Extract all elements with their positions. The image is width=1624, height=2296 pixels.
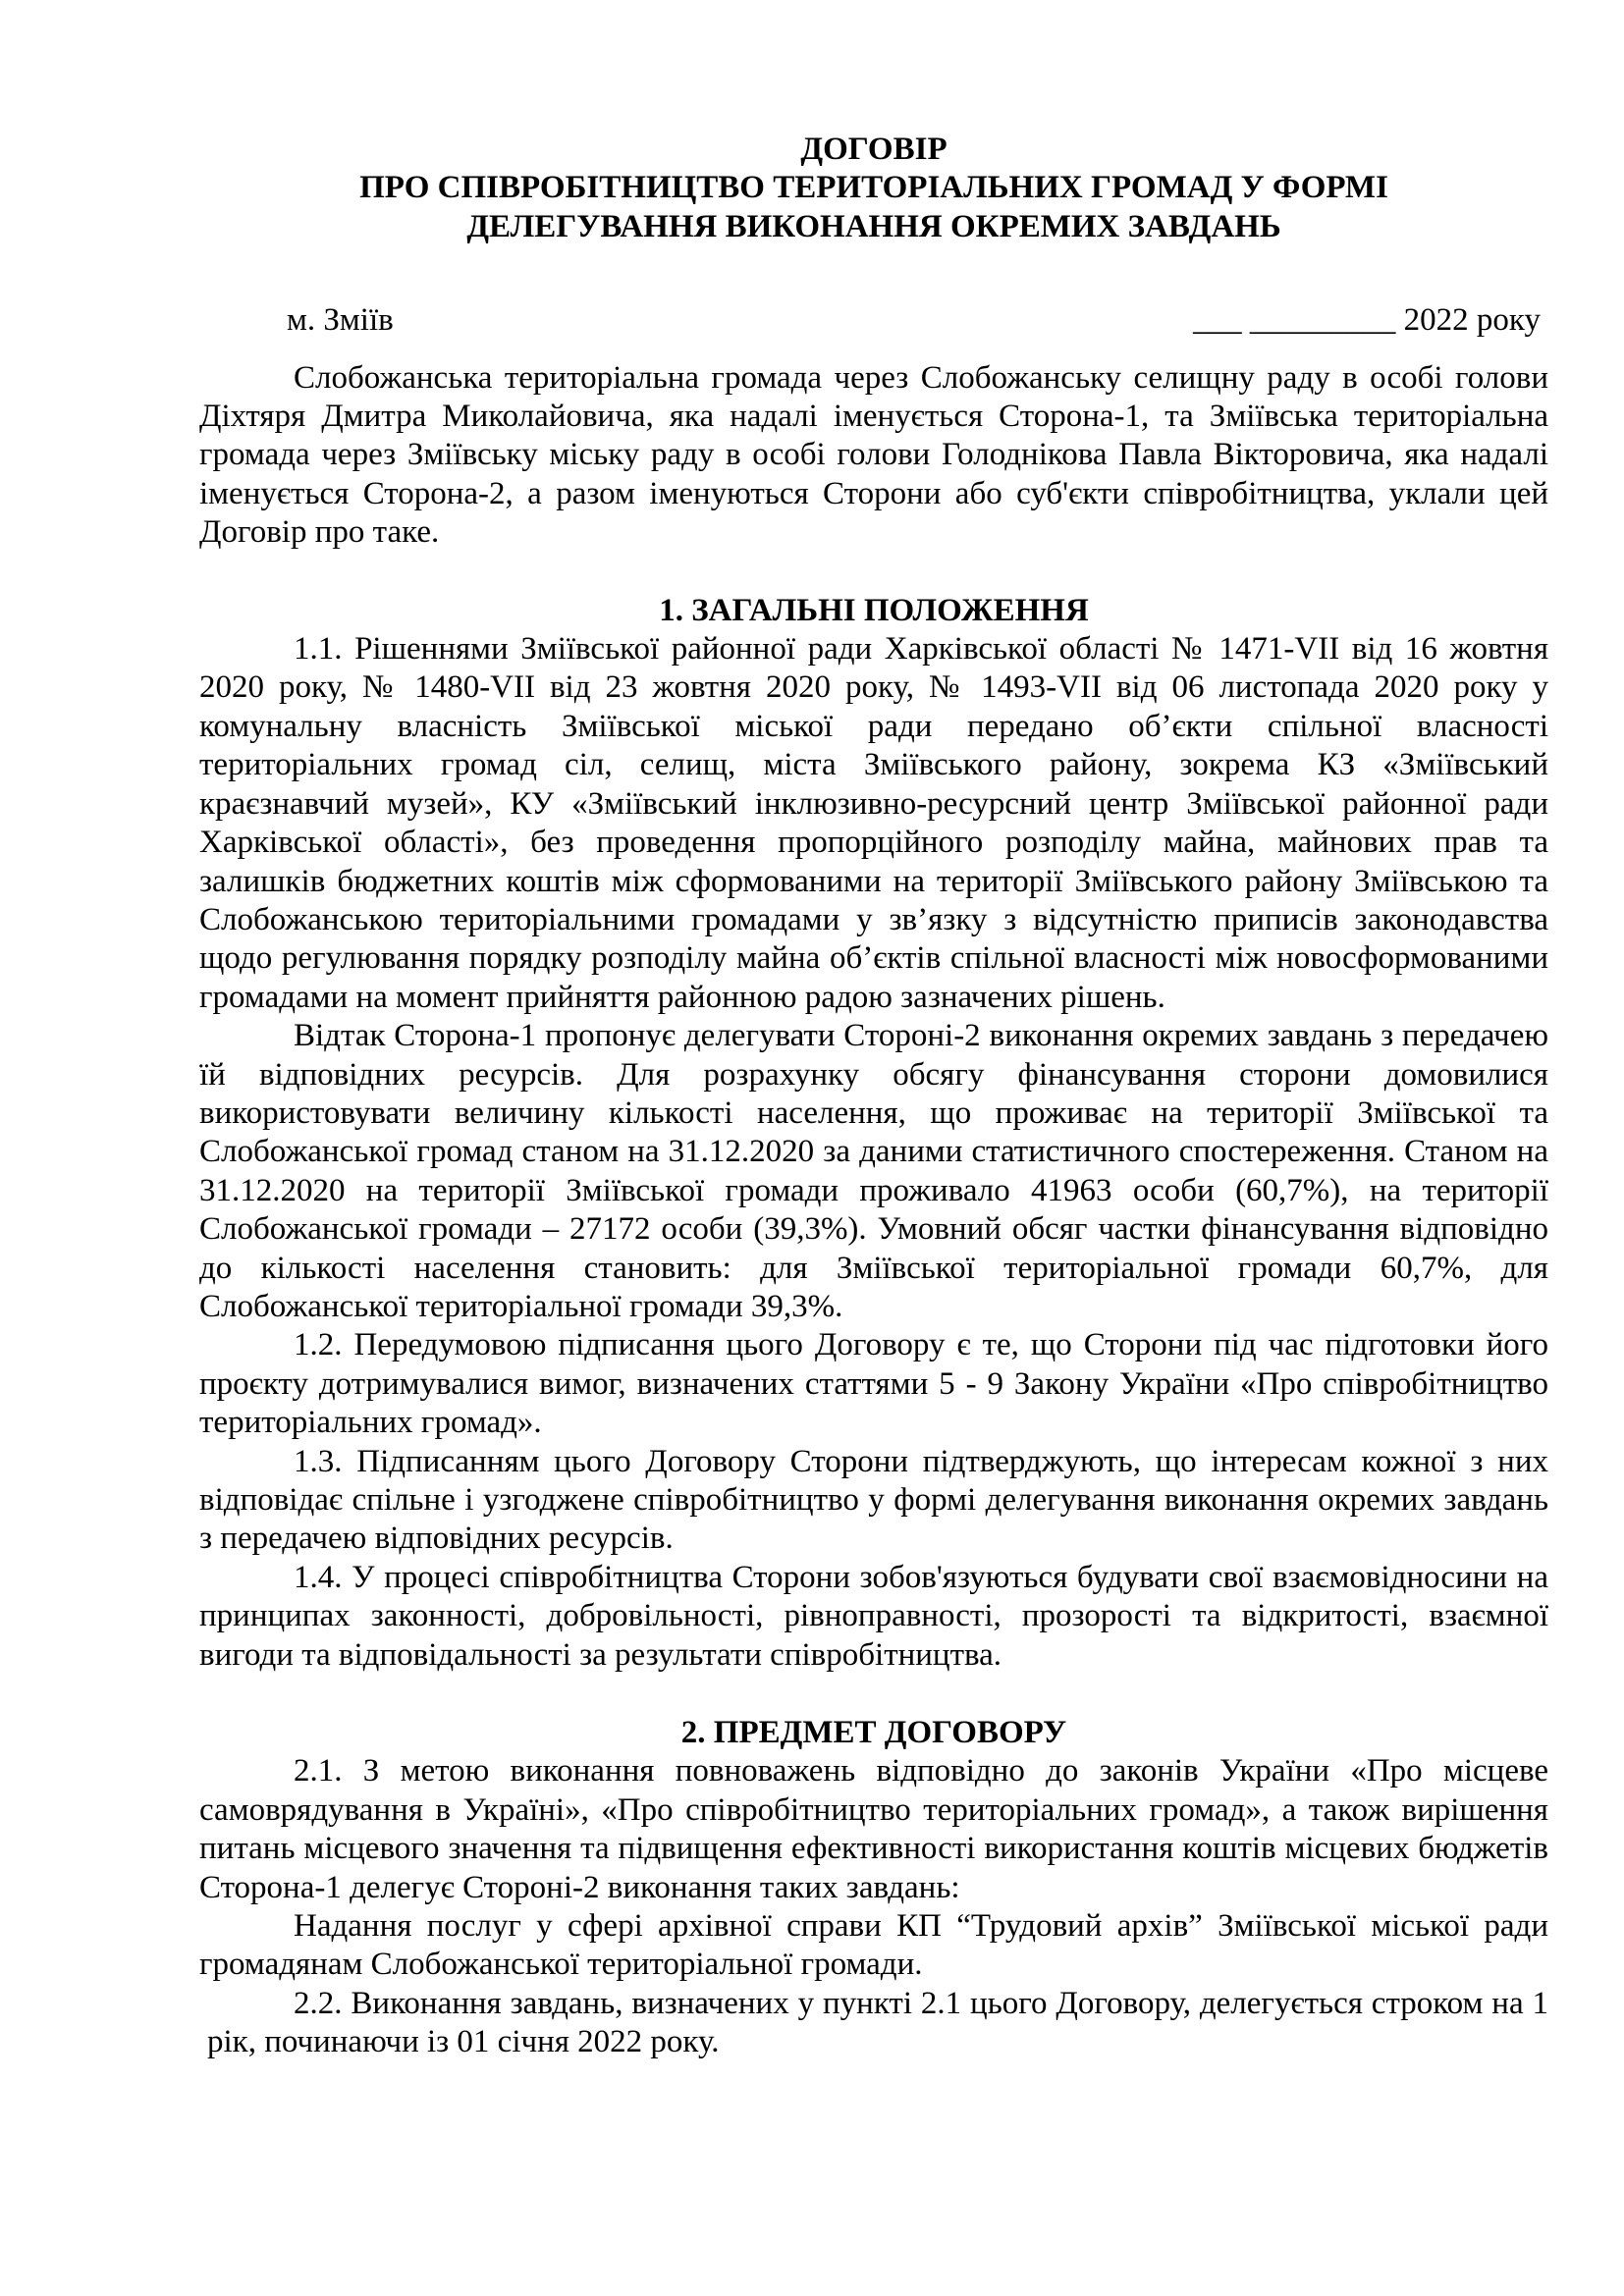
- document-page: [199, 131, 1548, 2062]
- paragraph-2-2: 2.2. Виконання завдань, визначених у пункті 2.1 цього Договору, делегується строком на 1 рік, починаючи із 01 січня 2022 року.: [207, 1985, 1548, 2060]
- title-line-1: ДОГОВІР: [800, 132, 947, 167]
- place-date-line: [199, 301, 1548, 340]
- place: м. Зміїв: [287, 302, 394, 339]
- paragraph-1-4: 1.4. У процесі співробітництва Сторони зобов'язуються будувати свої взаємовідносини на принципах законності, добровільності, рівноправності, прозорості та відкритості, взаємної вигоди та відповідальності за результати співробітництва.: [199, 1559, 1548, 1673]
- preamble-paragraph: Слобожанська територіальна громада через Слобожанську селищну раду в особі голови Діхтяря Дмитра Миколайовича, яка надалі іменується Сторона-1, та Зміївська територіальна громада через Зміївську міську раду в особі голови Голоднікова Павла Вікторовича, яка надалі іменується Сторона-2, а разом іменуються Сторони або суб'єкти співробітництва, уклали цей Договір про таке.: [199, 359, 1548, 551]
- paragraph-1-1: 1.1. Рішеннями Зміївської районної ради Харківської області № 1471-VII від 16 жовтня 2020 року, № 1480-VII від 23 жовтня 2020 року, № 1493-VII від 06 листопада 2020 року у комунальну власність Зміївської міської ради передано об’єкти спільної власності територіальних громад сіл, селищ, міста Зміївського району, зокрема КЗ «Зміївський краєзнавчий музей», КУ «Зміївський інклюзивно-ресурсний центр Зміївської районної ради Харківської області», без проведення пропорційного розподілу майна, майнових прав та залишків бюджетних коштів між сформованими на території Зміївського району Зміївською та Слобожанською територіальними громадами у зв’язку з відсутністю приписів законодавства щодо регулювання порядку розподілу майна об’єктів спільної власності між новосформованими громадами на момент прийняття районною радою зазначених рішень.: [199, 631, 1548, 1015]
- section-1-heading: 1. ЗАГАЛЬНІ ПОЛОЖЕННЯ: [659, 592, 1089, 628]
- title-line-2: ПРО СПІВРОБІТНИЦТВО ТЕРИТОРІАЛЬНИХ ГРОМАД У ФОРМІ: [359, 170, 1388, 206]
- paragraph-2-1: 2.1. З метою виконання повноважень відповідно до законів України «Про місцеве самоврядування в Україні», «Про співробітництво територіальних громад», а також вирішення питань місцевого значення та підвищення ефективності використання коштів місцевих бюджетів Сторона-1 делегує Стороні-2 виконання таких завдань:: [199, 1753, 1548, 1905]
- paragraph-2-1-service: Надання послуг у сфері архівної справи КП “Трудовий архів” Зміївської міської ради громадянам Слобожанської територіальної громади.: [199, 1908, 1548, 1983]
- paragraph-1-3: 1.3. Підписанням цього Договору Сторони підтверджують, що інтересам кожної з них відповідає спільне і узгоджене співробітництво у формі делегування виконання окремих завдань з передачею відповідних ресурсів.: [199, 1443, 1548, 1557]
- title-line-3: ДЕЛЕГУВАННЯ ВИКОНАННЯ ОКРЕМИХ ЗАВДАНЬ: [466, 208, 1281, 244]
- paragraph-1-1-continued: Відтак Сторона-1 пропонує делегувати Стороні-2 виконання окремих завдань з передачею їй відповідних ресурсів. Для розрахунку обсягу фінансування сторони домовилися використовувати величину кількості населення, що проживає на території Зміївської та Слобожанської громад станом на 31.12.2020 за даними статистичного спостереження. Станом на 31.12.2020 на території Зміївської громади проживало 41963 особи (60,7%), на території Слобожанської громади – 27172 особи (39,3%). Умовний обсяг частки фінансування відповідно до кількості населення становить: для Зміївської територіальної громади 60,7%, для Слобожанської територіальної громади 39,3%.: [199, 1018, 1548, 1324]
- document-title: [199, 131, 1548, 246]
- date: ___ _________ 2022 року: [1193, 302, 1541, 339]
- paragraph-1-2: 1.2. Передумовою підписання цього Договору є те, що Сторони під час підготовки його проєкту дотримувалися вимог, визначених статтями 5 - 9 Закону України «Про співробітництво територіальних громад».: [199, 1327, 1548, 1441]
- section-2-heading: 2. ПРЕДМЕТ ДОГОВОРУ: [680, 1715, 1067, 1751]
